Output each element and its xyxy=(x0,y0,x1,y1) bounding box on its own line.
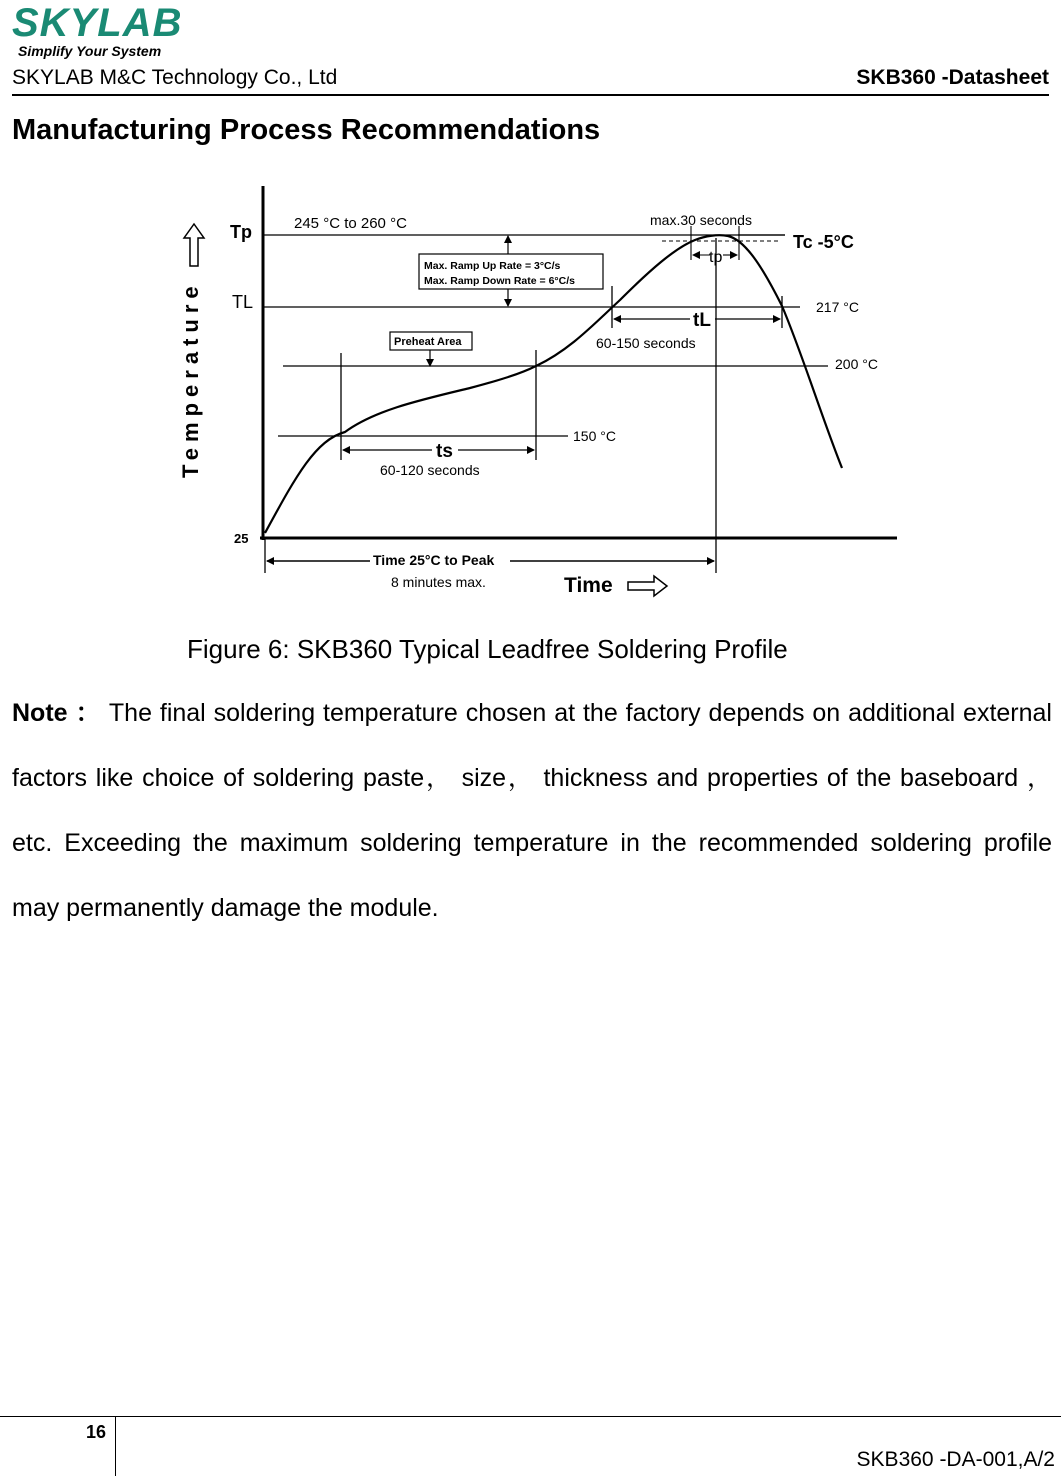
ramp-up-label: Max. Ramp Up Rate = 3°C/s xyxy=(424,260,561,272)
tc-label: Tc -5°C xyxy=(793,232,854,252)
preheat-label: Preheat Area xyxy=(394,336,462,348)
note-paragraph xyxy=(12,681,1052,941)
temp-217-label: 217 °C xyxy=(816,299,859,315)
ramp-down-label: Max. Ramp Down Rate = 6°C/s xyxy=(424,275,575,287)
note-text: The final soldering temperature chosen at the factory depends on additional external factors like choice of soldering paste， size， thickness and properties of the baseboard ， etc. Exceeding the maximum soldering temperature in the recommended soldering profile may permanently damage the module. xyxy=(12,699,1052,922)
note-label: Note ： xyxy=(12,699,102,727)
temp-200-label: 200 °C xyxy=(835,356,878,372)
footer-divider xyxy=(0,1416,1061,1417)
figure-caption: Figure 6: SKB360 Typical Leadfree Soldering Profile xyxy=(187,634,788,664)
ts-symbol: ts xyxy=(436,441,453,462)
company-name: SKYLAB M&C Technology Co., Ltd xyxy=(12,66,338,89)
section-title: Manufacturing Process Recommendations xyxy=(12,114,601,146)
footer-separator xyxy=(115,1416,116,1476)
time-to-peak-max-label: 8 minutes max. xyxy=(391,574,486,590)
time-to-peak-label: Time 25°C to Peak xyxy=(373,552,495,568)
logo-tagline: Simplify Your System xyxy=(18,43,162,59)
y-axis-label: Temperature xyxy=(178,280,203,478)
tl-axis-label: TL xyxy=(232,292,254,312)
company-logo: SKYLAB xyxy=(12,1,183,45)
right-arrow-icon xyxy=(628,576,667,596)
tl-symbol: tL xyxy=(693,310,711,331)
x-axis-label: Time xyxy=(564,574,613,597)
document-title: SKB360 -Datasheet xyxy=(856,66,1049,89)
peak-range-label: 245 °C to 260 °C xyxy=(294,215,407,232)
header-divider xyxy=(12,94,1049,96)
start-temp-label: 25 xyxy=(234,531,249,546)
max-time-label: max.30 seconds xyxy=(650,212,752,228)
tp-axis-label: Tp xyxy=(230,222,252,242)
tl-duration-label: 60-150 seconds xyxy=(596,335,696,351)
tp-symbol: tp xyxy=(709,249,723,266)
up-arrow-icon xyxy=(184,224,204,266)
page-number: 16 xyxy=(86,1422,107,1442)
document-code: SKB360 -DA-001,A/2 xyxy=(856,1448,1055,1471)
ts-duration-label: 60-120 seconds xyxy=(380,462,480,478)
soldering-profile-figure xyxy=(170,178,910,608)
temp-150-label: 150 °C xyxy=(573,428,616,444)
